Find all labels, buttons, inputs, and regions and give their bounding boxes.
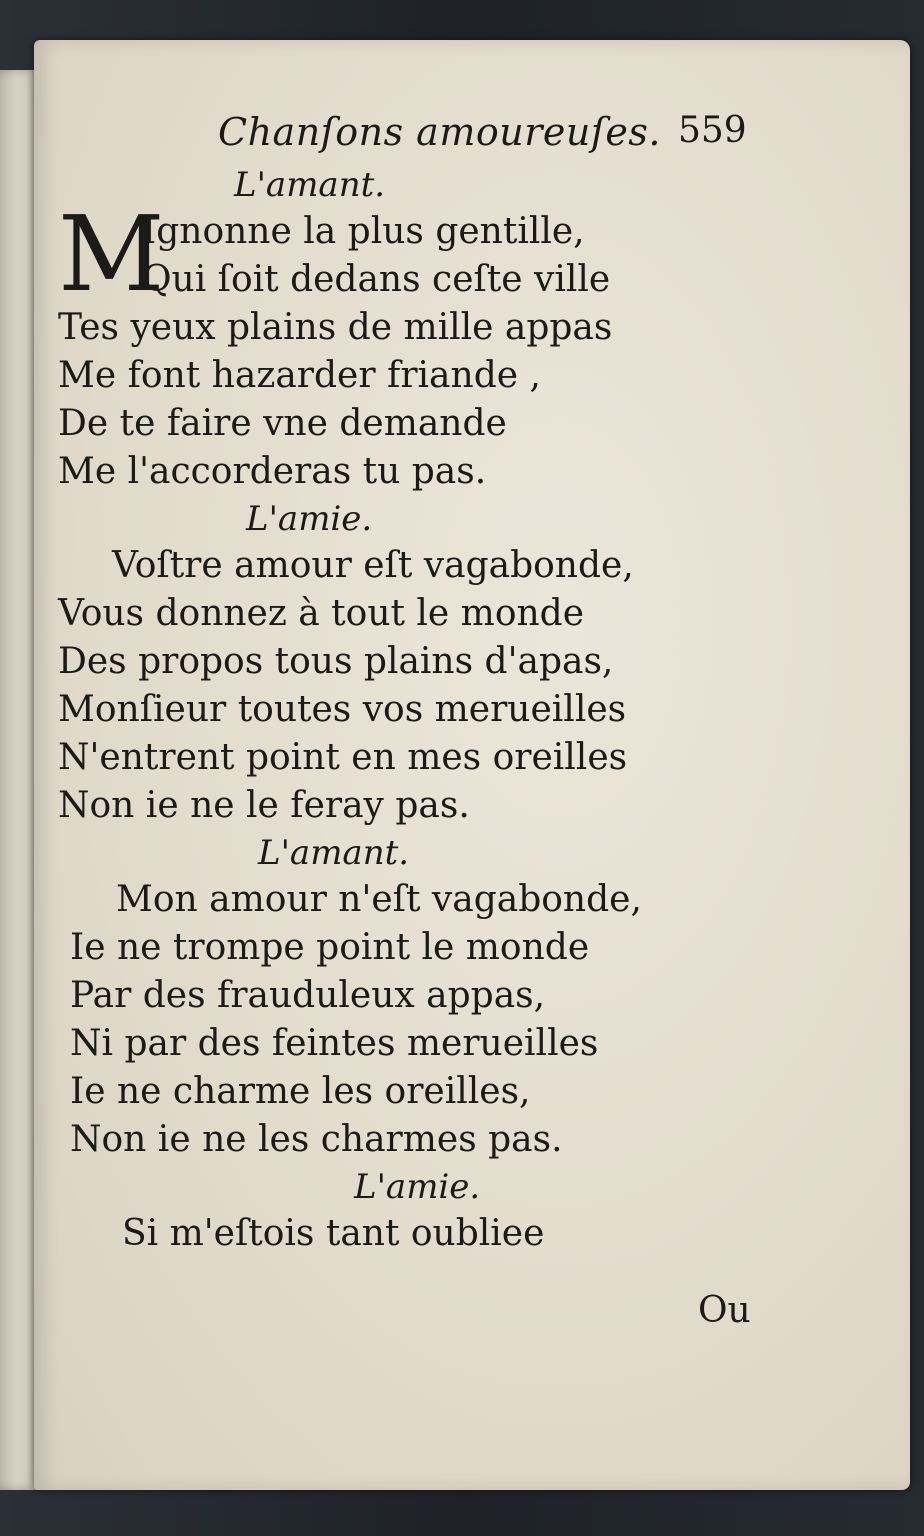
verse-line: Tes yeux plains de mille appas <box>58 307 613 348</box>
verse-line: Ie ne trompe point le monde <box>70 927 590 968</box>
catchword: Ou <box>698 1290 751 1331</box>
speaker-heading: L'amie. <box>354 1167 481 1207</box>
verse-line: N'entrent point en mes oreilles <box>58 737 628 778</box>
drop-capital: M <box>58 193 165 315</box>
verse-line: Ignonne la plus gentille, <box>142 211 585 252</box>
page-number: 559 <box>678 110 747 151</box>
verse-line: Si m'eſtois tant oubliee <box>122 1213 545 1254</box>
speaker-heading: L'amie. <box>246 499 373 539</box>
verse-line: Non ie ne le feray pas. <box>58 785 470 826</box>
speaker-heading: L'amant. <box>258 833 410 873</box>
verse-line: Me font hazarder friande , <box>58 355 541 396</box>
page-content <box>58 110 878 1450</box>
verse-line: Qui ſoit dedans ceſte ville <box>142 259 611 300</box>
verse-line: Des propos tous plains d'apas, <box>58 641 614 682</box>
dropcap-block <box>58 193 878 315</box>
verse-line: Par des frauduleux appas, <box>70 975 546 1016</box>
verse-line: Voſtre amour eſt vagabonde, <box>112 545 634 586</box>
verse-line: Mon amour n'eſt vagabonde, <box>116 879 642 920</box>
speaker-heading: L'amant. <box>234 165 386 205</box>
verse-line: Vous donnez à tout le monde <box>58 593 585 634</box>
verse-line: De te faire vne demande <box>58 403 507 444</box>
verse-line: Ni par des feintes merueilles <box>70 1023 599 1064</box>
verse-line: Me l'accorderas tu pas. <box>58 451 487 492</box>
verse-line: Monſieur toutes vos merueilles <box>58 689 627 730</box>
book-page <box>34 40 910 1490</box>
verse-line: Non ie ne les charmes pas. <box>70 1119 563 1160</box>
running-head: Chanſons amoureuſes. <box>218 110 661 154</box>
page-header <box>58 110 878 162</box>
verse-line: Ie ne charme les oreilles, <box>70 1071 531 1112</box>
